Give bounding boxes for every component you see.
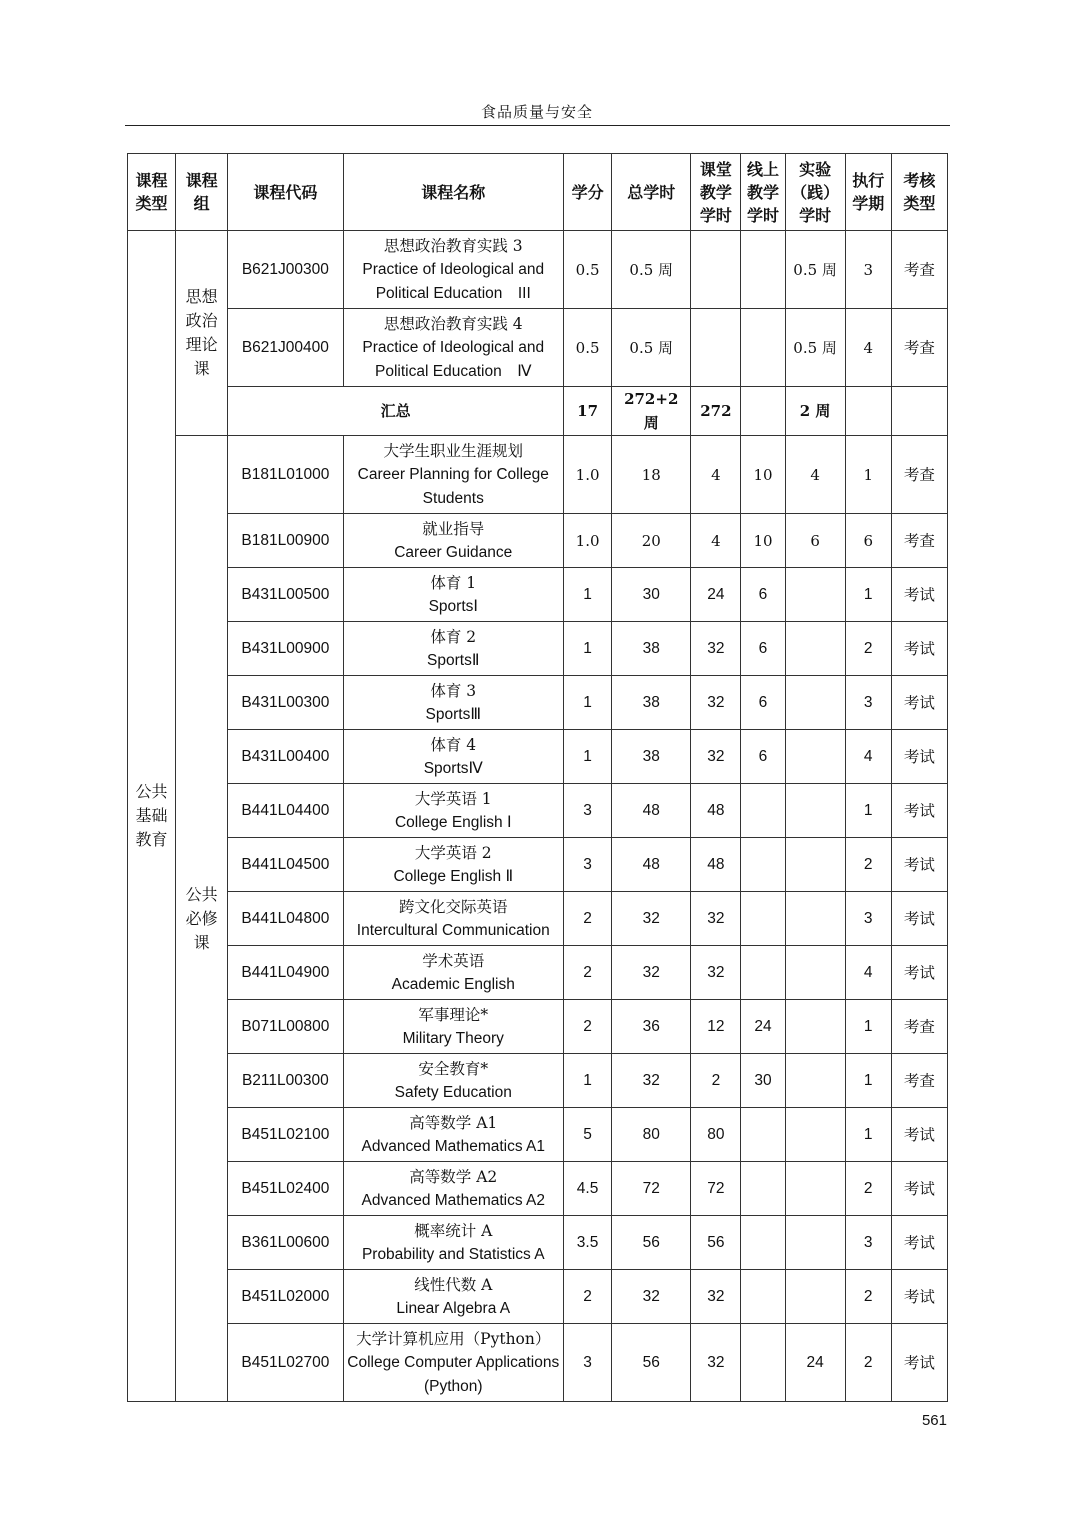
online-hours: [741, 784, 785, 838]
lab-hours: [785, 838, 845, 892]
classroom-hours: [691, 231, 741, 309]
online-hours: 30: [741, 1054, 785, 1108]
course-name-cn: 安全教育*: [418, 1059, 489, 1078]
online-hours: [741, 231, 785, 309]
table-row: [128, 676, 948, 730]
course-code: B451L02700: [228, 1324, 343, 1402]
column-header: 课程名称: [343, 154, 564, 231]
classroom-hours: 56: [691, 1216, 741, 1270]
online-hours: 10: [741, 436, 785, 514]
credits: 1.0: [564, 436, 612, 514]
lab-hours: [785, 676, 845, 730]
course-name-en: Academic English: [391, 975, 515, 993]
course-name-en: SportsⅡ: [427, 651, 480, 669]
course-name-en: SportsⅣ: [423, 759, 483, 777]
classroom-hours: 32: [691, 1324, 741, 1402]
course-name-en: SportsⅢ: [425, 705, 481, 723]
exam-type: 考查: [891, 1054, 947, 1108]
course-name-cell: [343, 1054, 564, 1108]
semester: 4: [845, 309, 891, 387]
credits: 1: [564, 568, 612, 622]
summary-credits: 17: [564, 387, 612, 436]
semester: 4: [845, 946, 891, 1000]
summary-classroom: 272: [691, 387, 741, 436]
course-code: B211L00300: [228, 1054, 343, 1108]
lab-hours: [785, 1162, 845, 1216]
course-name-en: SportsⅠ: [428, 597, 478, 615]
course-name-cell: [343, 231, 564, 309]
course-name-cn: 体育 4: [430, 735, 477, 754]
exam-type: 考试: [891, 676, 947, 730]
course-code: B451L02400: [228, 1162, 343, 1216]
exam-type: 考试: [891, 946, 947, 1000]
course-name-cn: 思想政治教育实践 3: [383, 236, 523, 255]
classroom-hours: 12: [691, 1000, 741, 1054]
credits: 5: [564, 1108, 612, 1162]
online-hours: [741, 892, 785, 946]
lab-hours: [785, 946, 845, 1000]
total-hours: 32: [612, 1270, 691, 1324]
online-hours: 6: [741, 730, 785, 784]
course-name-en: Career Guidance: [394, 543, 513, 561]
course-name-cell: [343, 622, 564, 676]
course-name-cell: [343, 946, 564, 1000]
exam-type: 考试: [891, 1162, 947, 1216]
summary-online: [741, 387, 785, 436]
semester: 3: [845, 1216, 891, 1270]
column-header: 线上 教学 学时: [741, 154, 785, 231]
online-hours: [741, 1270, 785, 1324]
table-row: [128, 784, 948, 838]
table-row: [128, 568, 948, 622]
credits: 4.5: [564, 1162, 612, 1216]
exam-type: 考试: [891, 784, 947, 838]
course-name-cn: 概率统计 A: [414, 1221, 493, 1240]
total-hours: 18: [612, 436, 691, 514]
course-code: B431L00900: [228, 622, 343, 676]
course-name-cell: [343, 1216, 564, 1270]
lab-hours: 4: [785, 436, 845, 514]
summary-lab: 2 周: [785, 387, 845, 436]
online-hours: 24: [741, 1000, 785, 1054]
summary-row: [128, 387, 948, 436]
summary-semester: [845, 387, 891, 436]
semester: 4: [845, 730, 891, 784]
table-row: [128, 1270, 948, 1324]
course-name-en: Career Planning for College Students: [357, 465, 549, 507]
table-row: [128, 1000, 948, 1054]
total-hours: 30: [612, 568, 691, 622]
total-hours: 38: [612, 622, 691, 676]
exam-type: 考查: [891, 309, 947, 387]
credits: 2: [564, 1270, 612, 1324]
course-group-cell: 公共 必修 课: [176, 436, 228, 1402]
course-name-cell: [343, 1108, 564, 1162]
classroom-hours: 2: [691, 1054, 741, 1108]
credits: 3.5: [564, 1216, 612, 1270]
course-name-cell: [343, 838, 564, 892]
classroom-hours: 32: [691, 676, 741, 730]
lab-hours: [785, 1000, 845, 1054]
total-hours: 48: [612, 838, 691, 892]
column-header: 总学时: [612, 154, 691, 231]
exam-type: 考试: [891, 892, 947, 946]
table-row: [128, 1324, 948, 1402]
table-row: [128, 838, 948, 892]
classroom-hours: 80: [691, 1108, 741, 1162]
column-header: 实验 （践） 学时: [785, 154, 845, 231]
credits: 2: [564, 1000, 612, 1054]
semester: 1: [845, 1054, 891, 1108]
classroom-hours: 32: [691, 622, 741, 676]
classroom-hours: 32: [691, 1270, 741, 1324]
semester: 2: [845, 622, 891, 676]
course-name-en: Safety Education: [394, 1083, 512, 1101]
table-row: [128, 946, 948, 1000]
course-code: B431L00300: [228, 676, 343, 730]
classroom-hours: 48: [691, 838, 741, 892]
course-group-cell: 思想 政治 理论 课: [176, 231, 228, 436]
page-number: 561: [921, 1412, 947, 1429]
course-name-cn: 学术英语: [422, 951, 485, 970]
total-hours: 56: [612, 1216, 691, 1270]
course-name-cn: 思想政治教育实践 4: [383, 314, 523, 333]
online-hours: [741, 946, 785, 1000]
column-header: 课程代码: [228, 154, 343, 231]
lab-hours: [785, 1108, 845, 1162]
total-hours: 0.5 周: [612, 231, 691, 309]
exam-type: 考试: [891, 1324, 947, 1402]
course-name-cn: 体育 3: [430, 681, 477, 700]
lab-hours: [785, 730, 845, 784]
semester: 3: [845, 231, 891, 309]
header-rule: [125, 125, 950, 126]
total-hours: 32: [612, 946, 691, 1000]
course-code: B361L00600: [228, 1216, 343, 1270]
semester: 2: [845, 1162, 891, 1216]
total-hours: 36: [612, 1000, 691, 1054]
semester: 1: [845, 1000, 891, 1054]
course-name-en: Advanced Mathematics A1: [361, 1137, 546, 1155]
lab-hours: [785, 1054, 845, 1108]
credits: 0.5: [564, 231, 612, 309]
course-code: B621J00400: [228, 309, 343, 387]
credits: 1: [564, 730, 612, 784]
course-name-en: Linear Algebra A: [396, 1299, 511, 1317]
course-name-en: Probability and Statistics A: [361, 1245, 545, 1263]
total-hours: 56: [612, 1324, 691, 1402]
course-name-cell: [343, 730, 564, 784]
course-code: B621J00300: [228, 231, 343, 309]
total-hours: 72: [612, 1162, 691, 1216]
credits: 2: [564, 946, 612, 1000]
category-cell: 公共 基础 教育: [128, 231, 176, 1402]
table-row: [128, 1054, 948, 1108]
course-name-en: College Computer Applications (Python): [347, 1353, 560, 1395]
course-code: B431L00400: [228, 730, 343, 784]
online-hours: [741, 309, 785, 387]
classroom-hours: [691, 309, 741, 387]
classroom-hours: 32: [691, 946, 741, 1000]
column-header: 课程 组: [176, 154, 228, 231]
total-hours: 48: [612, 784, 691, 838]
total-hours: 80: [612, 1108, 691, 1162]
lab-hours: [785, 568, 845, 622]
course-name-cn: 高等数学 A2: [409, 1167, 498, 1186]
column-header: 课堂 教学 学时: [691, 154, 741, 231]
total-hours: 32: [612, 1054, 691, 1108]
classroom-hours: 4: [691, 436, 741, 514]
lab-hours: 0.5 周: [785, 231, 845, 309]
lab-hours: [785, 622, 845, 676]
summary-exam: [891, 387, 947, 436]
lab-hours: 0.5 周: [785, 309, 845, 387]
table-row: [128, 892, 948, 946]
course-name-cell: [343, 1270, 564, 1324]
column-header: 考核 类型: [891, 154, 947, 231]
course-name-en: College English Ⅰ: [394, 813, 512, 831]
course-code: B181L01000: [228, 436, 343, 514]
lab-hours: 24: [785, 1324, 845, 1402]
course-code: B441L04500: [228, 838, 343, 892]
exam-type: 考试: [891, 1108, 947, 1162]
semester: 3: [845, 892, 891, 946]
online-hours: 6: [741, 622, 785, 676]
credits: 1: [564, 622, 612, 676]
lab-hours: [785, 1270, 845, 1324]
semester: 1: [845, 568, 891, 622]
credits: 0.5: [564, 309, 612, 387]
total-hours: 20: [612, 514, 691, 568]
course-name-cell: [343, 1324, 564, 1402]
online-hours: [741, 1216, 785, 1270]
classroom-hours: 72: [691, 1162, 741, 1216]
course-name-en: Advanced Mathematics A2: [361, 1191, 546, 1209]
credits: 2: [564, 892, 612, 946]
course-name-cell: [343, 568, 564, 622]
total-hours: 38: [612, 730, 691, 784]
classroom-hours: 24: [691, 568, 741, 622]
course-name-cn: 高等数学 A1: [409, 1113, 498, 1132]
course-code: B451L02000: [228, 1270, 343, 1324]
course-code: B071L00800: [228, 1000, 343, 1054]
online-hours: [741, 1162, 785, 1216]
course-table: [127, 153, 948, 1402]
course-name-cell: [343, 309, 564, 387]
online-hours: [741, 1324, 785, 1402]
course-name-cell: [343, 1162, 564, 1216]
credits: 3: [564, 784, 612, 838]
course-name-cn: 大学英语 1: [414, 789, 492, 808]
online-hours: [741, 1108, 785, 1162]
exam-type: 考查: [891, 514, 947, 568]
course-code: B441L04400: [228, 784, 343, 838]
semester: 1: [845, 784, 891, 838]
course-name-cn: 体育 1: [430, 573, 477, 592]
online-hours: 6: [741, 676, 785, 730]
table-row: [128, 1216, 948, 1270]
semester: 2: [845, 838, 891, 892]
table-row: [128, 1162, 948, 1216]
credits: 3: [564, 1324, 612, 1402]
table-row: [128, 514, 948, 568]
course-code: B431L00500: [228, 568, 343, 622]
course-name-cell: [343, 514, 564, 568]
column-header: 执行 学期: [845, 154, 891, 231]
classroom-hours: 48: [691, 784, 741, 838]
classroom-hours: 32: [691, 892, 741, 946]
course-name-en: Practice of Ideological and Political Education Ⅳ: [362, 338, 545, 380]
semester: 1: [845, 436, 891, 514]
table-row: [128, 622, 948, 676]
course-name-cn: 体育 2: [430, 627, 477, 646]
course-code: B181L00900: [228, 514, 343, 568]
exam-type: 考试: [891, 1270, 947, 1324]
online-hours: 6: [741, 568, 785, 622]
exam-type: 考试: [891, 622, 947, 676]
lab-hours: [785, 892, 845, 946]
exam-type: 考试: [891, 730, 947, 784]
course-name-cell: [343, 892, 564, 946]
total-hours: 32: [612, 892, 691, 946]
course-name-cn: 线性代数 A: [414, 1275, 493, 1294]
lab-hours: [785, 784, 845, 838]
exam-type: 考试: [891, 1216, 947, 1270]
course-name-cn: 大学英语 2: [414, 843, 492, 862]
semester: 6: [845, 514, 891, 568]
column-header: 课程 类型: [128, 154, 176, 231]
summary-label: 汇总: [228, 387, 564, 436]
online-hours: [741, 838, 785, 892]
credits: 3: [564, 838, 612, 892]
online-hours: 10: [741, 514, 785, 568]
credits: 1: [564, 676, 612, 730]
course-name-en: Military Theory: [402, 1029, 504, 1047]
course-name-en: College English Ⅱ: [393, 867, 514, 885]
classroom-hours: 32: [691, 730, 741, 784]
exam-type: 考查: [891, 436, 947, 514]
lab-hours: 6: [785, 514, 845, 568]
course-name-cn: 跨文化交际英语: [399, 897, 508, 916]
course-name-cell: [343, 1000, 564, 1054]
table-row: [128, 436, 948, 514]
semester: 2: [845, 1270, 891, 1324]
course-name-cn: 大学生职业生涯规划: [383, 441, 524, 460]
course-name-en: Intercultural Communication: [356, 921, 550, 939]
semester: 1: [845, 1108, 891, 1162]
summary-total: 272+2 周: [612, 387, 691, 436]
course-name-cn: 军事理论*: [418, 1005, 489, 1024]
table-row: [128, 730, 948, 784]
course-name-en: Practice of Ideological and Political Education III: [362, 260, 545, 302]
course-name-cn: 就业指导: [422, 519, 485, 538]
course-name-cell: [343, 676, 564, 730]
credits: 1.0: [564, 514, 612, 568]
semester: 2: [845, 1324, 891, 1402]
total-hours: 38: [612, 676, 691, 730]
course-name-cell: [343, 784, 564, 838]
classroom-hours: 4: [691, 514, 741, 568]
course-code: B451L02100: [228, 1108, 343, 1162]
semester: 3: [845, 676, 891, 730]
exam-type: 考试: [891, 568, 947, 622]
course-code: B441L04900: [228, 946, 343, 1000]
exam-type: 考查: [891, 231, 947, 309]
credits: 1: [564, 1054, 612, 1108]
total-hours: 0.5 周: [612, 309, 691, 387]
exam-type: 考查: [891, 1000, 947, 1054]
column-header: 学分: [564, 154, 612, 231]
course-name-cell: [343, 436, 564, 514]
exam-type: 考试: [891, 838, 947, 892]
page-header-title: 食品质量与安全: [480, 103, 593, 121]
course-name-cn: 大学计算机应用（Python）: [356, 1329, 551, 1348]
table-row: [128, 1108, 948, 1162]
table-row: [128, 309, 948, 387]
course-code: B441L04800: [228, 892, 343, 946]
table-row: [128, 231, 948, 309]
lab-hours: [785, 1216, 845, 1270]
